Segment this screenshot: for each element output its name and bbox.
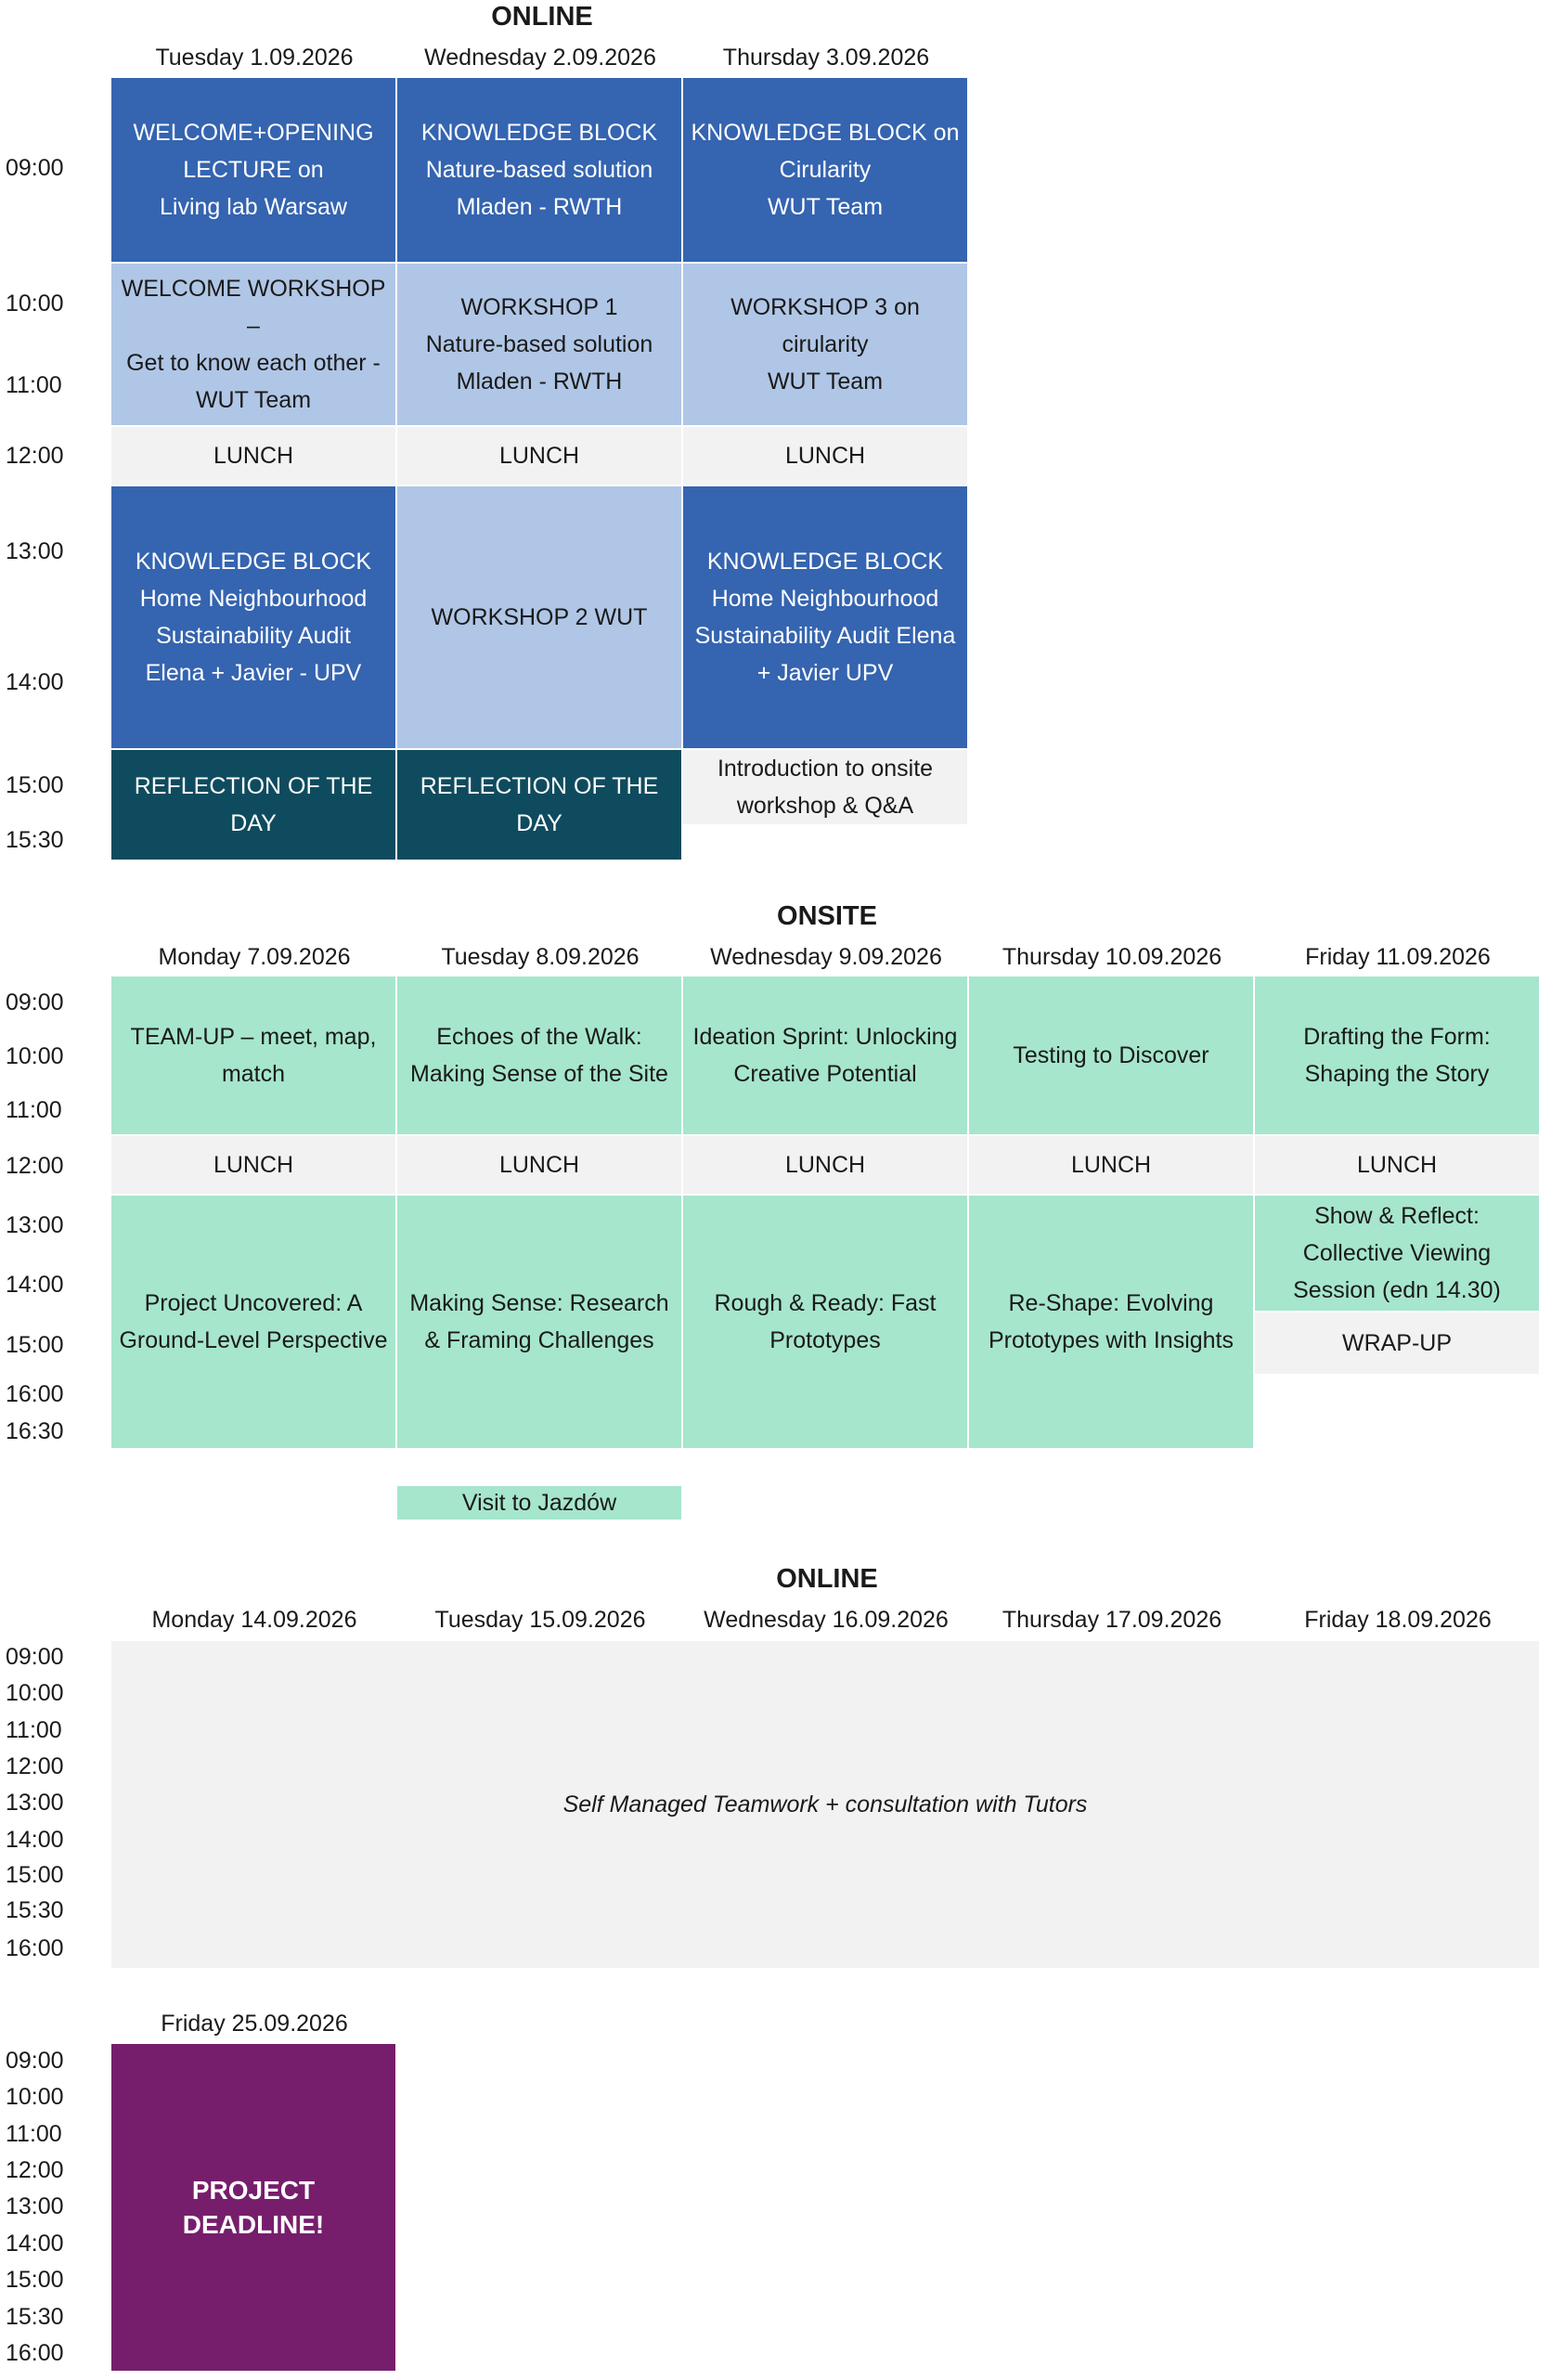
online-section-title: ONLINE xyxy=(491,2,593,32)
session-block: Show & Reflect: Collective Viewing Session (edn 14.30) xyxy=(1255,1196,1539,1311)
deadline-block: PROJECT DEADLINE! xyxy=(111,2044,395,2371)
session-block: WELCOME WORKSHOP – Get to know each other - WUT Team xyxy=(111,264,395,425)
time-label: 16:00 xyxy=(6,1381,64,1407)
time-label: 11:00 xyxy=(6,372,62,398)
time-label: 11:00 xyxy=(6,2121,62,2147)
session-block: KNOWLEDGE BLOCK Home Neighbourhood Sustainability Audit Elena + Javier UPV xyxy=(683,486,967,748)
session-block: TEAM-UP – meet, map, match xyxy=(111,977,395,1134)
time-label: 15:00 xyxy=(6,1332,64,1358)
time-label: 14:00 xyxy=(6,1827,64,1853)
session-block: Echoes of the Walk: Making Sense of the Site xyxy=(397,977,681,1134)
time-label: 12:00 xyxy=(6,1153,64,1179)
session-block: Introduction to onsite workshop & Q&A xyxy=(683,750,967,824)
lunch-block: LUNCH xyxy=(111,427,395,485)
session-block: Rough & Ready: Fast Prototypes xyxy=(683,1196,967,1448)
time-label: 10:00 xyxy=(6,1680,64,1706)
time-label: 15:00 xyxy=(6,2267,64,2293)
session-block: KNOWLEDGE BLOCK on Cirularity WUT Team xyxy=(683,78,967,262)
time-label: 13:00 xyxy=(6,1790,64,1816)
day-header: Friday 18.09.2026 xyxy=(1304,1607,1492,1633)
session-block: WRAP-UP xyxy=(1255,1313,1539,1374)
lunch-block: LUNCH xyxy=(1255,1136,1539,1194)
time-label: 16:00 xyxy=(6,1935,64,1961)
time-label: 10:00 xyxy=(6,2084,64,2110)
session-block: KNOWLEDGE BLOCK Nature-based solution Mladen - RWTH xyxy=(397,78,681,262)
time-label: 11:00 xyxy=(6,1717,62,1743)
day-header: Thursday 3.09.2026 xyxy=(722,45,930,71)
reflection-block: REFLECTION OF THE DAY xyxy=(397,750,681,860)
time-label: 15:00 xyxy=(6,1862,64,1888)
time-label: 12:00 xyxy=(6,1753,64,1779)
time-label: 09:00 xyxy=(6,2048,64,2074)
day-header: Tuesday 1.09.2026 xyxy=(155,45,354,71)
session-block: WELCOME+OPENING LECTURE on Living lab Warsaw xyxy=(111,78,395,262)
time-label: 11:00 xyxy=(6,1097,62,1123)
time-label: 10:00 xyxy=(6,291,64,317)
day-header: Thursday 10.09.2026 xyxy=(1002,944,1222,970)
time-label: 12:00 xyxy=(6,443,64,469)
time-label: 15:00 xyxy=(6,772,64,798)
time-label: 12:00 xyxy=(6,2157,64,2183)
day-header: Friday 11.09.2026 xyxy=(1305,944,1491,970)
time-label: 09:00 xyxy=(6,155,64,181)
teamwork-block: Self Managed Teamwork + consultation with Tutors xyxy=(111,1641,1539,1968)
reflection-block: REFLECTION OF THE DAY xyxy=(111,750,395,860)
session-block: Testing to Discover xyxy=(969,977,1253,1134)
time-label: 14:00 xyxy=(6,1272,64,1298)
session-block: WORKSHOP 3 on cirularity WUT Team xyxy=(683,264,967,425)
session-block: Project Uncovered: A Ground-Level Perspective xyxy=(111,1196,395,1448)
lunch-block: LUNCH xyxy=(397,1136,681,1194)
day-header: Tuesday 15.09.2026 xyxy=(434,1607,646,1633)
session-block: Drafting the Form: Shaping the Story xyxy=(1255,977,1539,1134)
lunch-block: LUNCH xyxy=(111,1136,395,1194)
time-label: 14:00 xyxy=(6,2231,64,2257)
session-block: WORKSHOP 1 Nature-based solution Mladen - RWTH xyxy=(397,264,681,425)
session-block: WORKSHOP 2 WUT xyxy=(397,486,681,748)
time-label: 09:00 xyxy=(6,1644,64,1670)
day-header: Monday 7.09.2026 xyxy=(158,944,351,970)
time-label: 16:00 xyxy=(6,2340,64,2366)
lunch-block: LUNCH xyxy=(397,427,681,485)
day-header: Monday 14.09.2026 xyxy=(151,1607,357,1633)
time-label: 16:30 xyxy=(6,1418,64,1444)
onsite-section-title: ONSITE xyxy=(777,901,877,931)
time-label: 15:30 xyxy=(6,827,64,853)
day-header: Thursday 17.09.2026 xyxy=(1002,1607,1222,1633)
day-header: Wednesday 16.09.2026 xyxy=(704,1607,949,1633)
time-label: 15:30 xyxy=(6,1897,64,1923)
time-label: 13:00 xyxy=(6,1212,64,1238)
lunch-block: LUNCH xyxy=(969,1136,1253,1194)
online-section-title: ONLINE xyxy=(776,1564,878,1594)
time-label: 13:00 xyxy=(6,538,64,564)
day-header: Tuesday 8.09.2026 xyxy=(441,944,640,970)
time-label: 15:30 xyxy=(6,2304,64,2330)
session-block: Re-Shape: Evolving Prototypes with Insights xyxy=(969,1196,1253,1448)
time-label: 09:00 xyxy=(6,990,64,1015)
lunch-block: LUNCH xyxy=(683,427,967,485)
session-block: Making Sense: Research & Framing Challenges xyxy=(397,1196,681,1448)
lunch-block: LUNCH xyxy=(683,1136,967,1194)
time-label: 10:00 xyxy=(6,1043,64,1069)
session-block: Ideation Sprint: Unlocking Creative Potential xyxy=(683,977,967,1134)
session-block: KNOWLEDGE BLOCK Home Neighbourhood Sustainability Audit Elena + Javier - UPV xyxy=(111,486,395,748)
day-header: Wednesday 9.09.2026 xyxy=(710,944,942,970)
day-header: Friday 25.09.2026 xyxy=(161,2011,348,2037)
day-header: Wednesday 2.09.2026 xyxy=(424,45,656,71)
visit-block: Visit to Jazdów xyxy=(397,1486,681,1520)
time-label: 14:00 xyxy=(6,669,64,695)
time-label: 13:00 xyxy=(6,2193,64,2219)
